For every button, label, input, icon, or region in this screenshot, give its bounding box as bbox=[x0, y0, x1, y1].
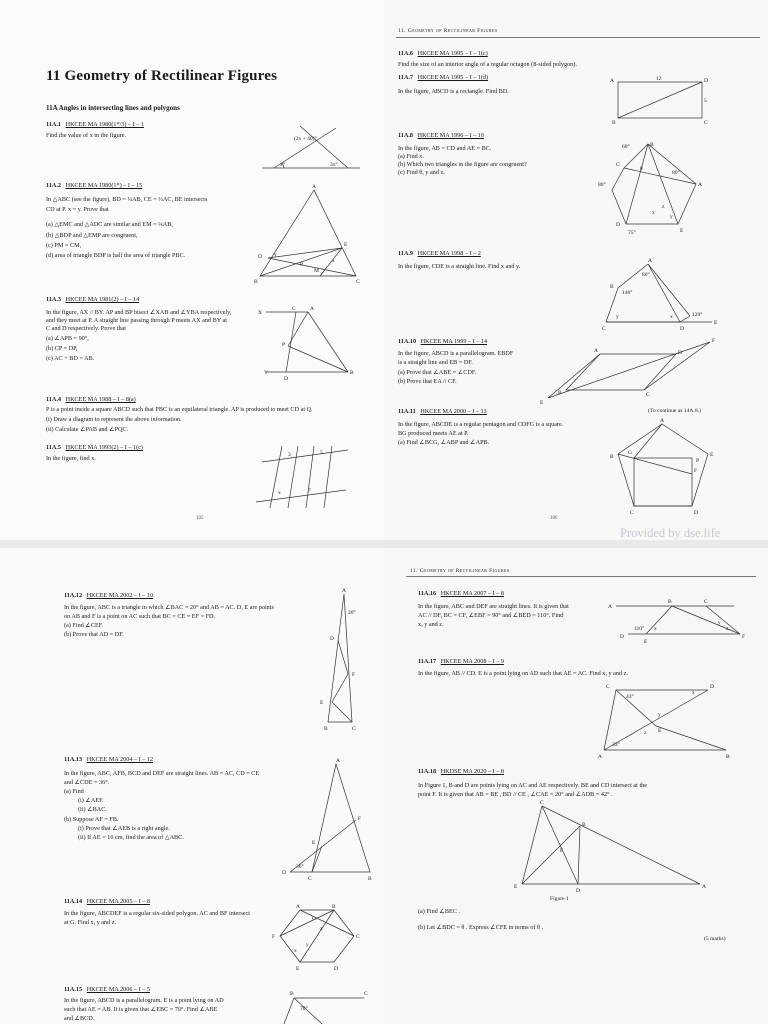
figure-label: y bbox=[658, 712, 661, 718]
figure-label: A bbox=[648, 258, 652, 264]
figure-label: B bbox=[726, 754, 730, 760]
figure-label: 120° bbox=[692, 312, 703, 318]
header-rule bbox=[406, 576, 756, 577]
figure-label: 5 bbox=[320, 450, 323, 456]
question-11A13-part-a: (a) Find bbox=[64, 788, 84, 795]
question-11A1-heading: 11A.1 HKCEE MA 1980(1*/3) – I – 1 bbox=[46, 121, 144, 128]
page-number: 106 bbox=[550, 516, 558, 521]
question-11A13-text: In the figure, ABC, AFB, BCD and DEF are straight lines. AB = AC, CD = CE bbox=[64, 770, 260, 777]
figure-label: E bbox=[680, 228, 684, 234]
figure-label: D bbox=[710, 684, 714, 690]
figure-label: C bbox=[704, 120, 708, 126]
question-11A3-text: In the figure, AX // BY. AP and BP bisect ∠XAB and ∠YBA respectively, bbox=[46, 309, 232, 316]
figure-label: E bbox=[296, 966, 300, 972]
figure-label: 7 bbox=[308, 488, 311, 494]
marks-label: (5 marks) bbox=[704, 936, 726, 942]
figure-label: F bbox=[272, 934, 276, 940]
figure-label: P bbox=[300, 262, 304, 268]
figure-label: E bbox=[540, 400, 544, 406]
figure-label: 3 bbox=[288, 452, 291, 458]
question-11A11-part-a: (a) Find ∠BCG, ∠ABP and ∠APB. bbox=[398, 439, 490, 446]
figure-label: D bbox=[330, 636, 334, 642]
question-11A4-part-i: (i) Draw a diagram to represent the above information. bbox=[46, 416, 182, 423]
question-11A2-part-c: (c) PM = CM, bbox=[46, 242, 82, 249]
figure-label: 60° bbox=[622, 144, 630, 150]
figure-label: D bbox=[620, 634, 624, 640]
figure-label: x bbox=[670, 314, 673, 320]
question-11A13-part-a-ii: (ii) ∠BAC. bbox=[78, 806, 107, 813]
question-11A6-text: Find the size of an interior angle of a regular octagon (8-sided polygon). bbox=[398, 61, 577, 68]
figure-label: 43° bbox=[626, 694, 634, 700]
question-11A17-heading: 11A.17 HKCEE MA 2008 – I – 9 bbox=[418, 658, 504, 665]
figure-label: E bbox=[658, 728, 662, 734]
figure-label: C bbox=[356, 934, 360, 940]
page-105 bbox=[0, 0, 384, 540]
question-11A11-heading: 11A.11 HKCEE MA 2000 – I – 13 bbox=[398, 408, 487, 415]
figure-label: A bbox=[312, 184, 316, 190]
figure-label: 110° bbox=[634, 626, 645, 632]
figure-label: C bbox=[540, 800, 544, 806]
figure-label: y bbox=[274, 252, 277, 258]
question-11A3-part-a: (a) ∠APB = 90°, bbox=[46, 335, 89, 342]
question-11A18-heading: 11A.18 HKDSE MA 2020 – I – 8 bbox=[418, 768, 504, 775]
question-11A8-text: In the figure, AB = CD and AE = BC. bbox=[398, 145, 492, 152]
question-11A2-part-a: (a) △EMC and △ADC are similar and EM = ¼AB, bbox=[46, 221, 173, 228]
figure-label: y bbox=[670, 214, 673, 220]
figure-11A1 bbox=[256, 124, 366, 172]
fig1-label: 3x° bbox=[330, 162, 338, 168]
figure-11A8 bbox=[592, 134, 712, 238]
figure-label: x bbox=[652, 210, 655, 216]
question-11A7-heading: 11A.7 HKCEE MA 1995 – I – 1(d) bbox=[398, 74, 489, 81]
question-11A13-text: and ∠CDE = 36°. bbox=[64, 779, 110, 786]
figure-label: G bbox=[312, 916, 316, 922]
figure-label: x bbox=[294, 948, 297, 954]
figure-label: x bbox=[332, 258, 335, 264]
question-11A3-heading: 11A.3 HKCEE MA 1981(2) – I – 14 bbox=[46, 296, 140, 303]
figure-label: C bbox=[606, 684, 610, 690]
figure-label: E bbox=[320, 700, 324, 706]
question-11A2-text: CD at P. x = y. Prove that bbox=[46, 206, 109, 213]
question-11A9-heading: 11A.9 HKCEE MA 1998 – I – 2 bbox=[398, 250, 481, 257]
question-11A15-text: and ∠BCD. bbox=[64, 1015, 95, 1022]
figure-label: B bbox=[610, 284, 614, 290]
figure-label: D bbox=[284, 376, 288, 382]
question-11A11-text: BG produced meets AE at P. bbox=[398, 430, 469, 437]
figure-label: D bbox=[576, 888, 580, 894]
figure-label: E bbox=[644, 639, 648, 645]
question-11A8-part-a: (a) Find x. bbox=[398, 153, 424, 160]
figure-label: A bbox=[702, 884, 706, 890]
figure-label: B bbox=[610, 454, 614, 460]
figure-11A16 bbox=[608, 594, 748, 646]
question-11A8-part-b: (b) Which two triangles in the figure are congruent? bbox=[398, 161, 527, 168]
fig1-label: (2x + 40)° bbox=[294, 136, 317, 142]
question-11A5-text: In the figure, find x. bbox=[46, 455, 96, 462]
question-11A8-heading: 11A.8 HKCEE MA 1996 – I – 10 bbox=[398, 132, 484, 139]
figure-label: E bbox=[514, 884, 518, 890]
question-11A12-part-b: (b) Prove that AD = DF. bbox=[64, 631, 124, 638]
figure-label: C bbox=[646, 392, 650, 398]
figure-11A9 bbox=[596, 258, 720, 334]
figure-label: C bbox=[292, 306, 296, 312]
question-11A15-heading: 11A.15 HKCEE MA 2006 – I – 5 bbox=[64, 986, 150, 993]
running-header: 11. Geometry of Rectilinear Figures bbox=[398, 28, 498, 34]
question-11A16-heading: 11A.16 HKCEE MA 2007 – I – 8 bbox=[418, 590, 504, 597]
figure-label: A bbox=[698, 182, 702, 188]
figure-11A12 bbox=[308, 588, 368, 734]
question-11A12-heading: 11A.12 HKCEE MA 2002 – I – 10 bbox=[64, 592, 154, 599]
figure-label: C bbox=[308, 876, 312, 882]
question-11A12-text: In the figure, ABC is a triangle in which ∠BAC = 20° and AB = AC. D, E are points bbox=[64, 604, 274, 611]
question-11A14-text: In the figure, ABCDEF is a regular six-sided polygon. AC and BF intersect bbox=[64, 910, 250, 917]
figure-label: B bbox=[332, 904, 336, 910]
figure-label: z bbox=[726, 626, 729, 632]
watermark-provided-by: Provided by dse.life bbox=[620, 526, 721, 540]
question-11A2-text: In △ABC (see the figure), BD = ¼AB, CE = ⅓AC, BE intersects bbox=[46, 196, 208, 203]
figure-label: B bbox=[324, 726, 328, 732]
question-11A2-part-d: (d) area of triangle BDP is half the area of triangle PBC. bbox=[46, 252, 186, 259]
figure-label: x bbox=[278, 490, 281, 496]
figure-label: C bbox=[352, 726, 356, 732]
question-11A10-text: is a straight line and EB = DF. bbox=[398, 359, 473, 366]
figure-label: 80° bbox=[642, 272, 650, 278]
figure-11A17 bbox=[596, 680, 736, 760]
figure-label: B bbox=[350, 370, 354, 376]
page-107 bbox=[0, 548, 384, 1024]
question-11A16-text: In the figure, ABC and DEF are straight lines. It is given that bbox=[418, 603, 569, 610]
question-11A18-part-b: (b) Let ∠BDC = θ . Express ∠CFE in terms of θ . bbox=[418, 924, 544, 931]
figure-label: D bbox=[258, 254, 262, 260]
figure-label: Y bbox=[264, 370, 268, 376]
question-11A13-part-b-ii: (ii) If AE = 10 cm, find the area of △ABC. bbox=[78, 834, 184, 841]
figure-label: D bbox=[616, 222, 620, 228]
figure-label: G bbox=[628, 450, 632, 456]
figure-label: x bbox=[654, 626, 657, 632]
figure-label: C bbox=[602, 326, 606, 332]
figure-label: F bbox=[358, 816, 362, 822]
page-106 bbox=[384, 0, 768, 540]
figure-label: E bbox=[710, 452, 714, 458]
question-11A2-heading: 11A.2 HKCEE MA 1980(1*) – I – 15 bbox=[46, 182, 143, 189]
figure-11A10 bbox=[540, 334, 720, 404]
question-11A12-text: on AB and F is a point on AC such that BC = CE = EF = FD. bbox=[64, 613, 216, 620]
question-11A14-heading: 11A.14 HKCEE MA 2005 – I – 8 bbox=[64, 898, 150, 905]
question-11A13-part-b-i: (i) Prove that ∠AEB is a right angle. bbox=[78, 825, 170, 832]
figure-label: M bbox=[314, 268, 319, 274]
figure-label: B bbox=[368, 876, 372, 882]
figure-label: B bbox=[290, 991, 294, 997]
question-11A3-text: and they meet at P. A straight line passing through P meets AX and BY at bbox=[46, 317, 228, 324]
question-11A16-text: x, y and z. bbox=[418, 621, 444, 628]
figure-label: A bbox=[342, 588, 346, 594]
figure-11A13 bbox=[282, 758, 378, 880]
question-11A15-text: In the figure, ABCD is a parallelogram. E is a point lying on AD bbox=[64, 997, 224, 1004]
figure-label: A bbox=[594, 348, 598, 354]
figure-11A2 bbox=[252, 182, 364, 286]
figure-label: B bbox=[668, 599, 672, 605]
figure-caption: Figure 1 bbox=[550, 896, 569, 902]
question-11A2-part-b: (b) △BDP and △EMP are congruent, bbox=[46, 232, 138, 239]
figure-label: B bbox=[558, 390, 562, 396]
figure-label: y bbox=[718, 620, 721, 626]
figure-label: 36° bbox=[296, 864, 304, 870]
figure-label: B bbox=[582, 822, 586, 828]
figure-label: θ bbox=[640, 166, 643, 172]
figure-label: A bbox=[608, 604, 612, 610]
question-11A18-text: point F. It is given that AB = BE , BD // CE , ∠CAE = 20° and ∠ADB = 42° . bbox=[418, 791, 613, 798]
figure-11A11 bbox=[608, 414, 720, 518]
figure-label: E bbox=[344, 242, 348, 248]
figure-11A3 bbox=[258, 302, 358, 382]
figure-label: P bbox=[282, 342, 286, 348]
question-11A6-heading: 11A.6 HKCEE MA 1995 – I – 1(c) bbox=[398, 50, 488, 57]
question-11A4-part-ii: (ii) Calculate ∠PAB and ∠PQC. bbox=[46, 426, 129, 433]
section-heading: 11A Angles in intersecting lines and polygons bbox=[46, 104, 180, 112]
figure-label: P bbox=[696, 458, 700, 464]
figure-11A18 bbox=[448, 800, 712, 892]
question-11A4-heading: 11A.4 HKCEE MA 1988 – I – 8(a) bbox=[46, 396, 136, 403]
figure-label: A bbox=[660, 418, 664, 424]
question-11A13-part-a-i: (i) ∠AEF. bbox=[78, 797, 104, 804]
figure-label: 80° bbox=[672, 170, 680, 176]
figure-label: F bbox=[560, 848, 564, 854]
figure-11A5 bbox=[252, 446, 352, 508]
question-11A10-text: In the figure, ABCD is a parallelogram. EBDF bbox=[398, 350, 514, 357]
figure-label: A bbox=[310, 306, 314, 312]
figure-label: F bbox=[694, 468, 698, 474]
question-11A14-text: at G. Find x, y and z. bbox=[64, 919, 117, 926]
question-11A7-text: In the figure, ABCD is a rectangle. Find BD. bbox=[398, 88, 509, 95]
figure-label: A bbox=[296, 904, 300, 910]
question-11A1-text: Find the value of x in the figure. bbox=[46, 132, 127, 139]
question-11A3-text: C and D respectively. Prove that bbox=[46, 325, 127, 332]
figure-label: 20° bbox=[348, 610, 356, 616]
question-11A10-heading: 11A.10 HKCEE MA 1999 – I – 14 bbox=[398, 338, 488, 345]
question-11A3-part-c: (c) AC + BD = AB. bbox=[46, 355, 95, 362]
figure-label: D bbox=[678, 350, 682, 356]
chapter-title: 11 Geometry of Rectilinear Figures bbox=[46, 68, 278, 84]
question-11A15-text: such that AE = AB. It is given that ∠EBC = 70°. Find ∠ABE bbox=[64, 1006, 218, 1013]
question-11A3-part-b: (b) CP = DP, bbox=[46, 345, 78, 352]
continue-note: (To continue as 14A.8.) bbox=[648, 408, 701, 414]
figure-label: A bbox=[336, 758, 340, 764]
question-11A10-part-a: (a) Prove that ∠ABE = ∠CDF. bbox=[398, 369, 477, 376]
figure-label: C bbox=[616, 162, 620, 168]
figure-label: z bbox=[644, 730, 647, 736]
question-11A4-text: P is a point inside a square ABCD such that PBC is an equilateral triangle. AP is produced to meet CD at Q. bbox=[46, 406, 313, 413]
figure-label: C bbox=[704, 599, 708, 605]
running-header: 11. Geometry of Rectilinear Figures bbox=[410, 568, 510, 574]
figure-label: z bbox=[320, 926, 323, 932]
question-11A11-text: In the figure, ABCDE is a regular pentagon and CDFG is a square. bbox=[398, 421, 564, 428]
question-11A13-part-b: (b) Suppose AF = FB. bbox=[64, 816, 119, 823]
figure-label: 140° bbox=[622, 290, 633, 296]
figure-label: 70° bbox=[300, 1006, 308, 1012]
figure-label: F bbox=[352, 672, 356, 678]
question-11A12-part-a: (a) Find ∠CEF. bbox=[64, 622, 104, 629]
page-number: 105 bbox=[196, 516, 204, 521]
figure-label: B bbox=[254, 279, 258, 285]
figure-label: C bbox=[630, 510, 634, 516]
question-11A18-text: In Figure 1, B and D are points lying on AC and AE respectively. BE and CD intersect at the bbox=[418, 782, 648, 789]
question-11A17-text: In the figure, AB // CD. E is a point lying on AD such that AE = AC. Find x, y and z. bbox=[418, 670, 628, 677]
figure-label: F bbox=[712, 338, 716, 344]
figure-11A14 bbox=[272, 900, 372, 972]
figure-label: F bbox=[742, 634, 746, 640]
fig1-label: x° bbox=[280, 162, 285, 168]
figure-label: x bbox=[692, 690, 695, 696]
question-11A8-part-c: (c) Find θ, y and z. bbox=[398, 169, 445, 176]
figure-label: y bbox=[306, 942, 309, 948]
page-108 bbox=[384, 548, 768, 1024]
figure-label: E bbox=[312, 840, 316, 846]
figure-label: B bbox=[612, 120, 616, 126]
figure-label: y bbox=[616, 314, 619, 320]
figure-label: D bbox=[334, 966, 338, 972]
figure-label: 5 bbox=[704, 98, 707, 104]
figure-11A7 bbox=[608, 72, 712, 126]
question-11A16-text: AC // DF, BC = CF, ∠EBF = 90° and ∠BED = 110°. Find bbox=[418, 612, 564, 619]
figure-label: z bbox=[662, 204, 665, 210]
figure-label: A bbox=[610, 78, 614, 84]
question-11A10-part-b: (b) Prove that EA // CF. bbox=[398, 378, 457, 385]
question-11A13-heading: 11A.13 HKCEE MA 2004 – I – 12 bbox=[64, 756, 154, 763]
figure-label: D bbox=[680, 326, 684, 332]
figure-label: D bbox=[282, 870, 286, 876]
question-11A9-text: In the figure, CDE is a straight line. Find x and y. bbox=[398, 263, 521, 270]
figure-label: 33° bbox=[612, 742, 620, 748]
header-rule bbox=[396, 37, 760, 38]
figure-label: E bbox=[714, 320, 718, 326]
figure-label: X bbox=[258, 310, 262, 316]
figure-label: D bbox=[704, 78, 708, 84]
figure-11A15 bbox=[282, 988, 372, 1024]
figure-label: B bbox=[650, 142, 654, 148]
question-11A5-heading: 11A.5 HKCEE MA 1993(2) – I – 1(c) bbox=[46, 444, 143, 451]
figure-label: C bbox=[364, 991, 368, 997]
figure-label: C bbox=[356, 279, 360, 285]
figure-label: 80° bbox=[598, 182, 606, 188]
figure-label: 75° bbox=[628, 230, 636, 236]
figure-label: D bbox=[694, 510, 698, 516]
question-11A18-part-a: (a) Find ∠BEC . bbox=[418, 908, 460, 915]
figure-label: 12 bbox=[656, 76, 662, 82]
figure-label: A bbox=[598, 754, 602, 760]
